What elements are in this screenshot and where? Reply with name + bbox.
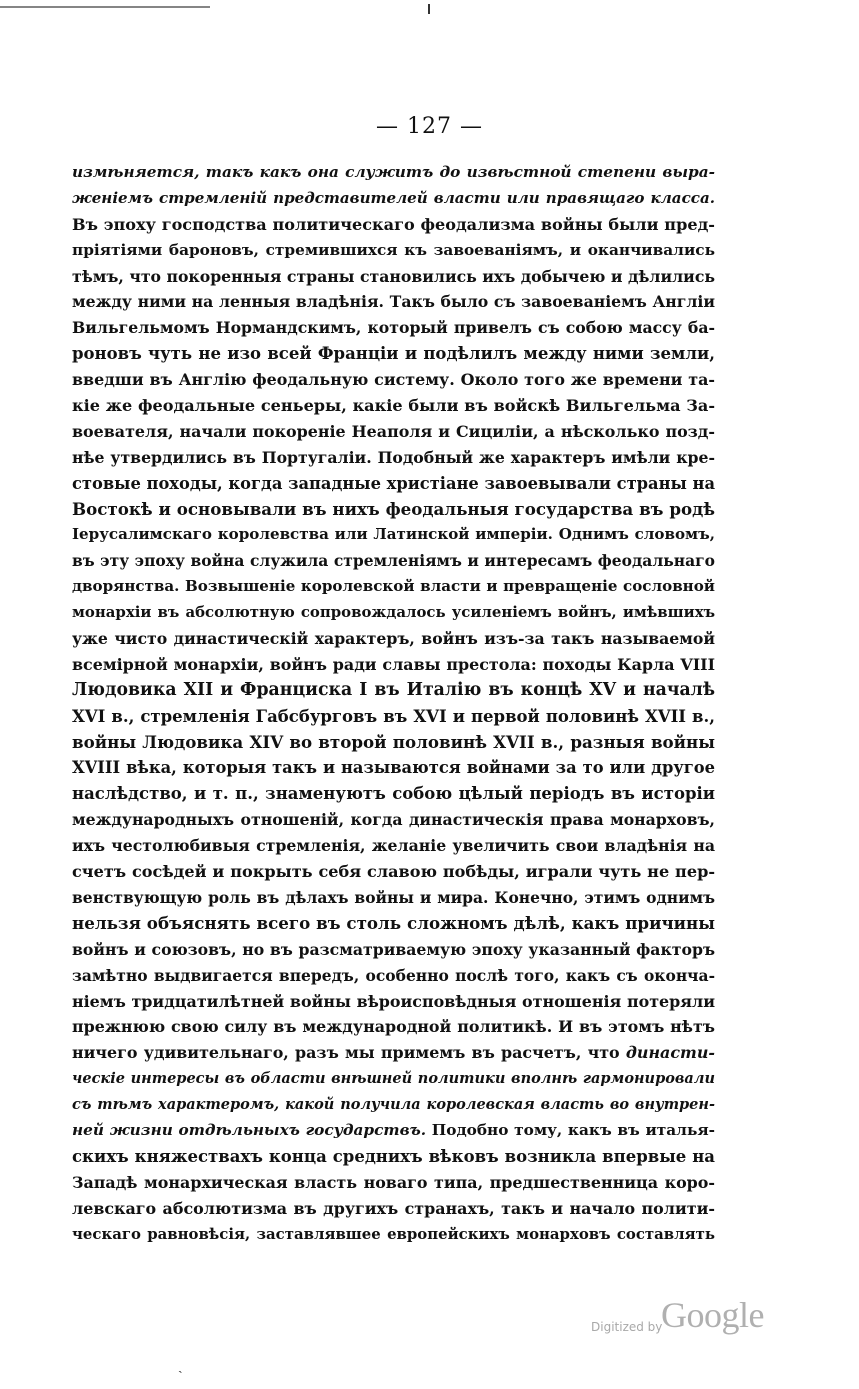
text-line: Вильгельмомъ Нормандскимъ, который привелъ съ собою массу ба- [72,318,715,338]
text-line: измѣняется, такъ какъ она служитъ до извѣстной степени выра- [72,163,715,181]
text-segment: Подобно тому, какъ въ италья- [426,1120,715,1139]
body-text [72,160,715,1247]
text-line: войны Людовика XIV во второй половинѣ XVII в., разныя войны [72,731,715,752]
text-line: ческаго равновѣсія, заставлявшее европейскихъ монарховъ составлять [72,1224,715,1243]
text-line: введши въ Англію феодальную систему. Около того же времени та- [72,370,715,390]
text-line: съ тѣмъ характеромъ, какой получила королевская власть во внутрен- [72,1096,715,1114]
page-number: — 127 — [376,114,483,139]
watermark-prefix: Digitized by [591,1320,663,1334]
text-line: монархіи въ абсолютную сопровождалось усиленіемъ войнъ, имѣвшихъ [72,603,715,622]
scan-speck: ˎ [178,1358,183,1374]
text-line: всемірной монархіи, войнъ ради славы престола: походы Карла VIII [72,654,715,674]
text-line: наслѣдство, и т. п., знаменуютъ собою цѣлый періодъ въ исторіи [72,784,715,804]
digitized-watermark [591,1294,791,1344]
text-line: скихъ княжествахъ конца среднихъ вѣковъ возникла впервые на [72,1146,715,1166]
text-line: войнъ и союзовъ, но въ разсматриваемую эпоху указанный факторъ [72,939,715,959]
text-line: ихъ честолюбивыя стремленія, желаніе увеличить свои владѣнія на [72,836,715,856]
scan-edge-mark-center [428,4,430,14]
text-line: кіе же феодальные сеньеры, какіе были въ войскѣ Вильгельма За- [72,396,715,416]
text-segment: ничего удивительнаго, разъ мы примемъ въ расчетъ, что [72,1043,626,1063]
watermark-brand: Google [661,1295,764,1335]
text-line: въ эту эпоху война служила стремленіямъ и интересамъ феодальнаго [72,551,715,571]
text-line: замѣтно выдвигается впередъ, особенно послѣ того, какъ съ оконча- [72,965,715,985]
text-line: ческіе интересы въ области внѣшней политики вполнѣ гармонировали [72,1070,715,1088]
text-line [72,1118,715,1144]
text-line: дворянства. Возвышеніе королевской власти и превращеніе сословной [72,577,715,596]
text-line: Востокѣ и основывали въ нихъ феодальныя государства въ родѣ [72,498,715,519]
text-line: Людовика XII и Франциска I въ Италію въ концѣ XV и началѣ [72,679,715,700]
text-line [72,1040,715,1066]
text-line: женіемъ стремленій представителей власти или правящаго класса. [72,188,715,207]
text-line: пріятіями бароновъ, стремившихся къ завоеваніямъ, и оканчивались [72,240,715,259]
text-line: нельзя объяснять всего въ столь сложномъ дѣлѣ, какъ причины [72,912,715,933]
text-line: международныхъ отношеній, когда династическія права монарховъ, [72,810,715,830]
text-line: роновъ чуть не изо всей Франціи и подѣлилъ между ними земли, [72,344,715,364]
text-line: прежнюю свою силу въ международной политикѣ. И въ этомъ нѣтъ [72,1017,715,1037]
text-line: уже чисто династическій характеръ, войнъ изъ-за такъ называемой [72,629,715,649]
text-line: ніемъ тридцатилѣтней войны вѣроисповѣдныя отношенія потеряли [72,991,715,1011]
text-segment-italic: ней жизни отдѣльныхъ государствъ. [72,1120,427,1139]
text-line: тѣмъ, что покоренныя страны становились ихъ добычею и дѣлились [72,266,715,286]
text-line: счетъ сосѣдей и покрыть себя славою побѣды, играли чуть не пер- [72,862,715,882]
text-line: нѣе утвердились въ Португаліи. Подобный же характеръ имѣли кре- [72,447,715,467]
text-segment-italic: династи- [625,1043,715,1063]
text-line: Въ эпоху господства политическаго феодализма войны были пред- [72,214,715,234]
text-line: XVI в., стремленія Габсбурговъ въ XVI и первой половинѣ XVII в., [72,706,715,726]
text-line: венствующую роль въ дѣлахъ войны и мира. Конечно, этимъ однимъ [72,887,715,907]
scan-edge-mark-left [0,0,210,8]
text-line: Западѣ монархическая власть новаго типа, предшественница коро- [72,1172,715,1192]
scan-edge-marks [0,0,859,20]
text-line: стовые походы, когда западные христiане завоевывали страны на [72,473,715,493]
text-line: воевателя, начали покореніе Неаполя и Сициліи, а нѣсколько позд- [72,421,715,441]
text-line: между ними на ленныя владѣнія. Такъ было съ завоеваніемъ Англіи [72,292,715,312]
text-line: XVIII вѣка, которыя такъ и называются войнами за то или другое [72,758,715,778]
text-line: левскаго абсолютизма въ другихъ странахъ, такъ и начало полити- [72,1198,715,1218]
text-line: Іерусалимскаго королевства или Латинской имперіи. Однимъ словомъ, [72,525,715,544]
